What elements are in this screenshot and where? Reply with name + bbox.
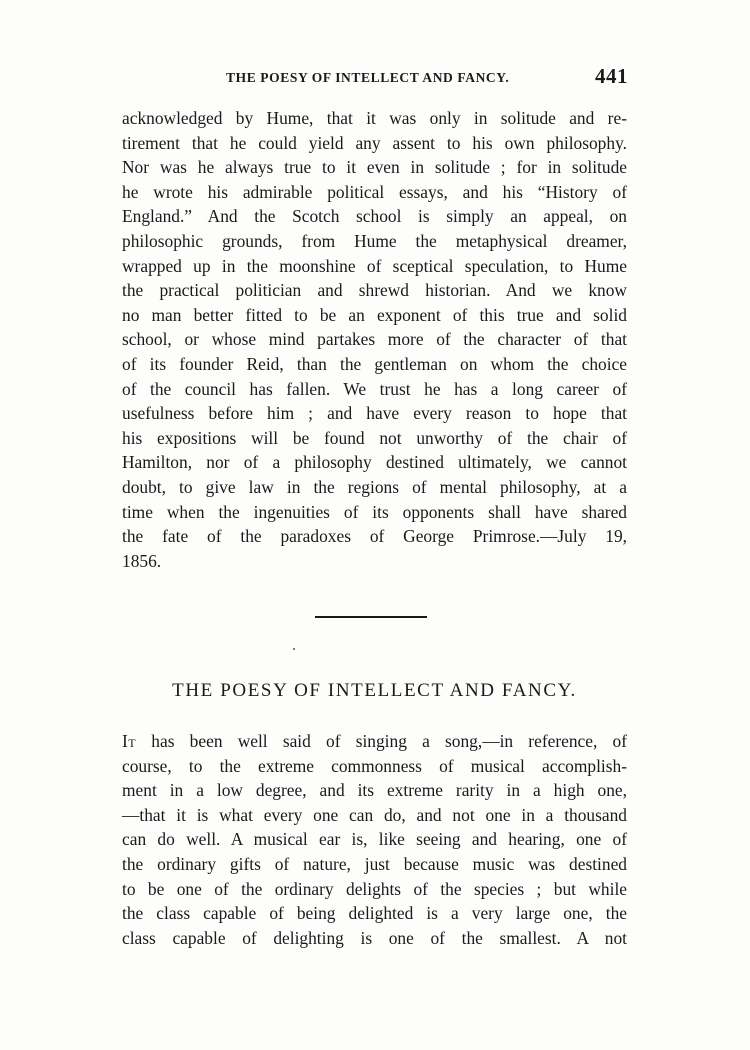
text-line: tirement that he could yield any assent to his own philosophy. [122, 132, 627, 153]
section-heading: THE POESY OF INTELLECT AND FANCY. [172, 680, 577, 701]
text-line: his expositions will be found not unworthy of the chair of [122, 427, 627, 448]
running-title: THE POESY OF INTELLECT AND FANCY. [226, 70, 510, 85]
text-line: the practical politician and shrewd historian. And we know [122, 280, 627, 301]
opening-word: It [122, 731, 137, 751]
print-speck [293, 648, 295, 650]
text-line: school, or whose mind partakes more of the character of that [122, 329, 627, 350]
section-opening-paragraph [122, 729, 627, 950]
text-line: doubt, to give law in the regions of mental philosophy, at a [122, 476, 627, 497]
text-line: —that it is what every one can do, and not one in a thousand [122, 804, 627, 825]
text-line: ment in a low degree, and its extreme rarity in a high one, [122, 780, 627, 801]
text-line: the fate of the paradoxes of George Primrose.—July 19, [122, 526, 627, 547]
text-line: Nor was he always true to it even in solitude ; for in solitude [122, 157, 627, 178]
text-line: Hamilton, nor of a philosophy destined ultimately, we cannot [122, 452, 627, 473]
section-divider-rule [315, 616, 427, 618]
page-number: 441 [595, 64, 628, 88]
text-line-rest: has been well said of singing a song,—in reference, of [136, 731, 627, 751]
text-line [122, 729, 627, 754]
text-line: he wrote his admirable political essays, and his “History of [122, 181, 627, 202]
text-line: acknowledged by Hume, that it was only in solitude and re- [122, 108, 627, 128]
text-line: no man better fitted to be an exponent of this true and solid [122, 304, 627, 325]
text-line: philosophic grounds, from Hume the metaphysical dreamer, [122, 230, 627, 251]
text-line: usefulness before him ; and have every reason to hope that [122, 403, 627, 424]
dateline-year: 1856. [122, 550, 162, 571]
text-line: of the council has fallen. We trust he has a long career of [122, 378, 627, 399]
text-line: time when the ingenuities of its opponents shall have shared [122, 501, 627, 522]
text-line: wrapped up in the moonshine of sceptical speculation, to Hume [122, 255, 627, 276]
text-line: to be one of the ordinary delights of the species ; but while [122, 878, 627, 899]
text-line: the class capable of being delighted is a very large one, the [122, 903, 627, 924]
article-ending-paragraph [122, 106, 627, 573]
text-line: of its founder Reid, than the gentleman on whom the choice [122, 353, 627, 374]
text-line: can do well. A musical ear is, like seeing and hearing, one of [122, 829, 627, 850]
text-line: the ordinary gifts of nature, just because music was destined [122, 853, 627, 874]
text-line: class capable of delighting is one of the smallest. A not [122, 927, 627, 948]
text-line: course, to the extreme commonness of musical accomplish- [122, 755, 627, 776]
running-head [122, 64, 628, 90]
text-line: England.” And the Scotch school is simply an appeal, on [122, 206, 627, 227]
